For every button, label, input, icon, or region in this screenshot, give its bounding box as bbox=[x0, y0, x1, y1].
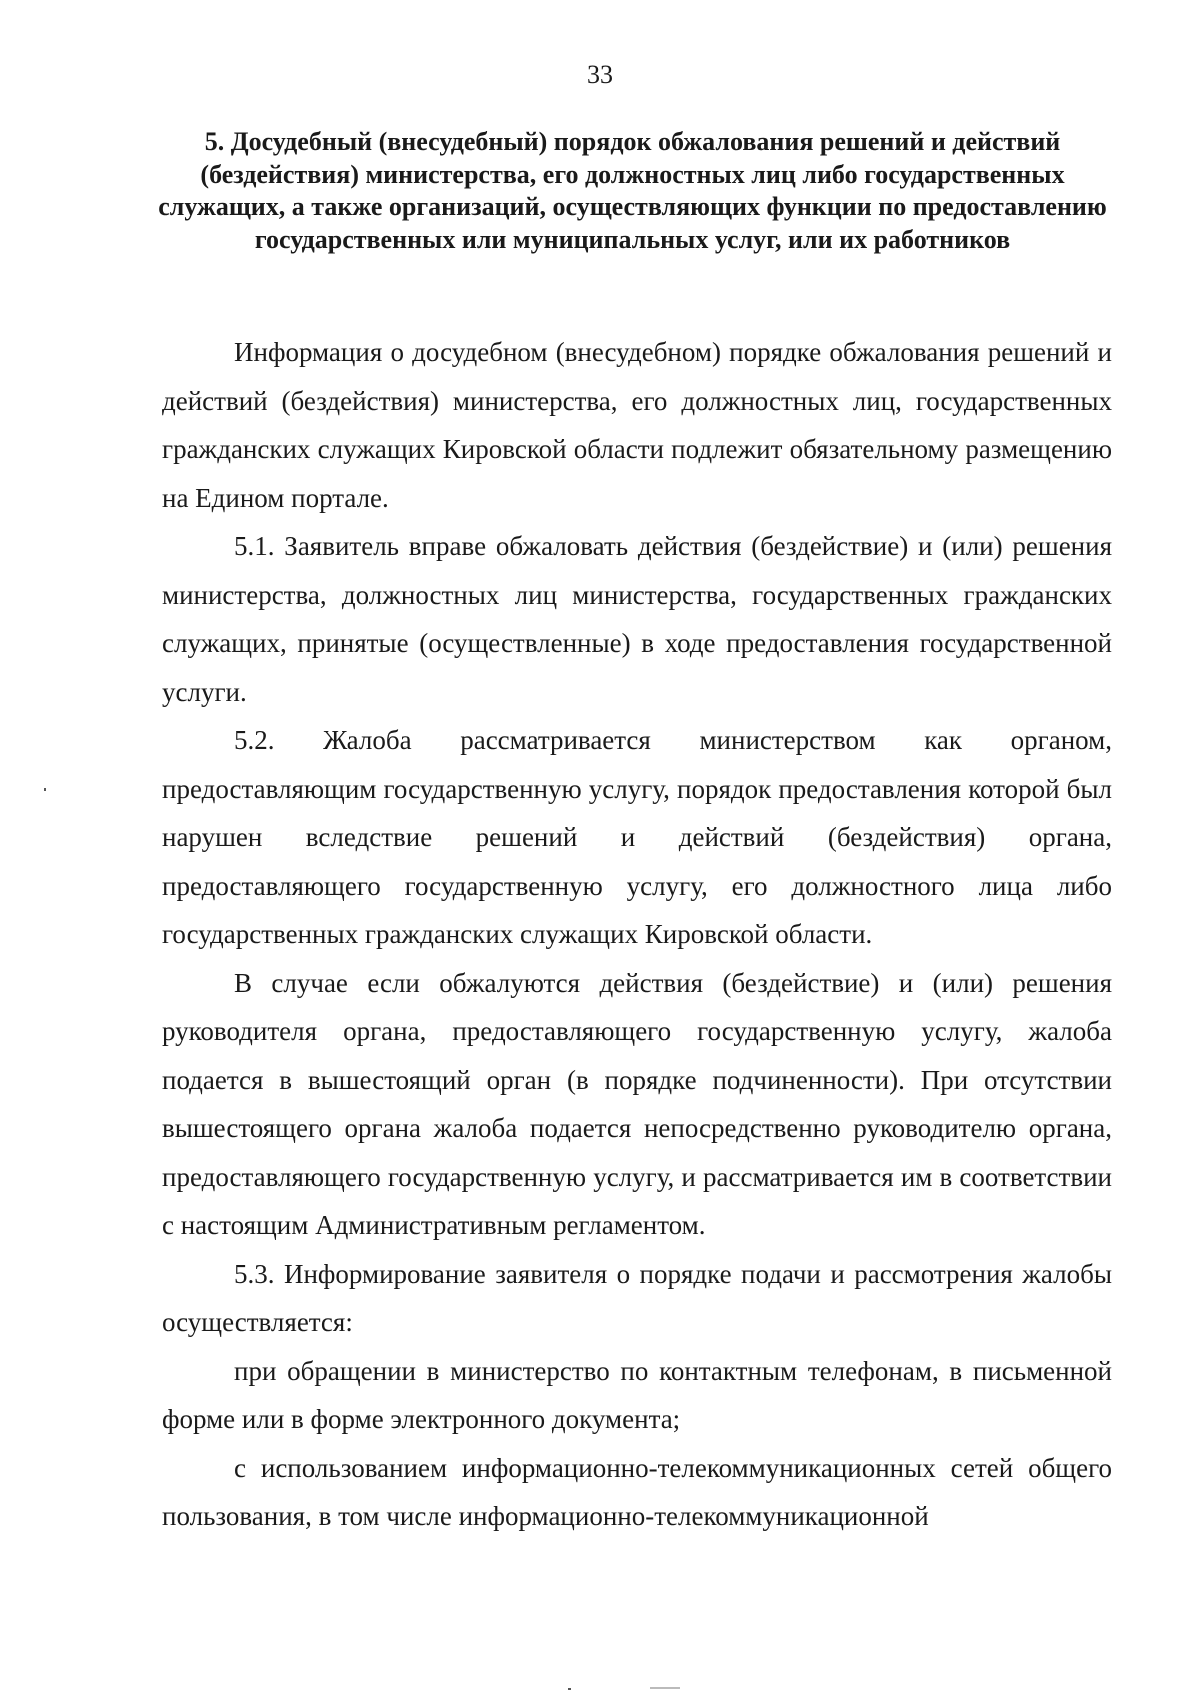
body-text bbox=[162, 328, 1112, 1541]
paragraph-higher-authority: В случае если обжалуются действия (бездействие) и (или) решения руководителя органа, предоставляющего государственную услугу, жалоба подается в вышестоящий орган (в порядке подчиненности). При отсутствии вышестоящего органа жалоба подается непосредственно руководителю органа, предоставляющего государственную услугу, и рассматривается им в соответствии с настоящим Административным регламентом. bbox=[162, 967, 1112, 1240]
page-number: 33 bbox=[587, 60, 613, 89]
paragraph-by-phone-or-written: при обращении в министерство по контактным телефонам, в письменной форме или в форме электронного документа; bbox=[162, 1355, 1112, 1434]
scan-speck bbox=[568, 1688, 571, 1690]
scan-speck bbox=[650, 1687, 680, 1689]
paragraph-5-1: 5.1. Заявитель вправе обжаловать действия (бездействие) и (или) решения министерства, должностных лиц министерства, государственных гражданских служащих, принятые (осуществленные) в ходе предоставления государственной услуги. bbox=[162, 531, 1112, 707]
scan-speck bbox=[44, 788, 46, 791]
paragraph-pre-appeal-info: Информация о досудебном (внесудебном) порядке обжалования решений и действий (бездействия) министерства, его должностных лиц, государственных гражданских служащих Кировской области подлежит обязательному размещению на Едином портале. bbox=[162, 337, 1112, 513]
section-heading: 5. Досудебный (внесудебный) порядок обжалования решений и действий (бездействия) министерства, его должностных лиц либо государственных служащих, а также организаций, осуществляющих функции по предоставлению государственных или муниципальных услуг, или их работников bbox=[158, 127, 1107, 254]
paragraph-by-networks: с использованием информационно-телекоммуникационных сетей общего пользования, в том числе информационно-телекоммуникационной bbox=[162, 1452, 1112, 1531]
paragraph-5-2: 5.2. Жалоба рассматривается министерством как органом, предоставляющим государственную услугу, порядок предоставления которой был нарушен вследствие решений и действий (бездействия) органа, предоставляющего государственную услугу, его должностного лица либо государственных гражданских служащих Кировской области. bbox=[162, 725, 1112, 949]
paragraph-5-3: 5.3. Информирование заявителя о порядке подачи и рассмотрения жалобы осуществляется: bbox=[162, 1258, 1112, 1337]
